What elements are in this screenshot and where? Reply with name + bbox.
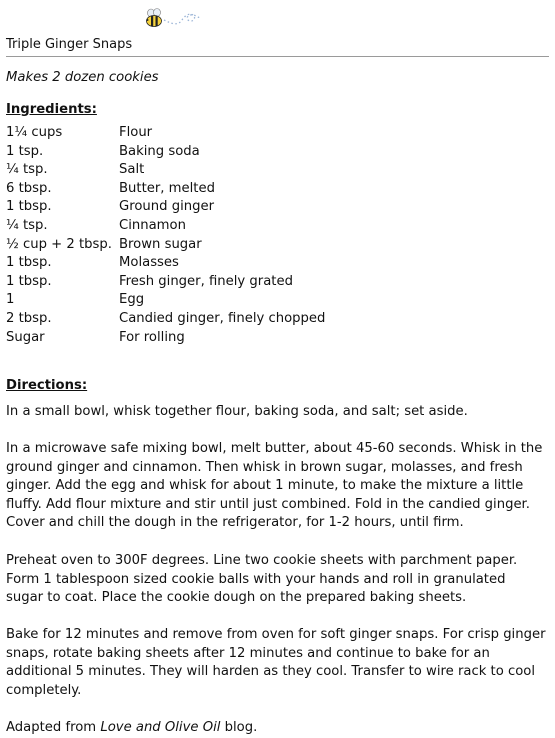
ingredient-name: Salt (119, 162, 145, 178)
ingredient-row (6, 310, 549, 329)
ingredient-quantity: ¼ tsp. (6, 217, 48, 233)
direction-step: In a microwave safe mixing bowl, melt butter, about 45-60 seconds. Whisk in the ground ginger and cinnamon. Then whisk in brown sugar, molasses, and fresh ginger. Add the egg and whisk for about 1 minute, to make the mixture a little fluffy. Add flour mixture and stir until just combined. Fold in the candied ginger. Cover and chill the dough in the refrigerator, for 1-2 hours, until firm. (6, 441, 543, 531)
recipe-header (6, 0, 549, 56)
ingredient-quantity: 1 tsp. (6, 143, 44, 159)
ingredient-name: Fresh ginger, finely grated (119, 273, 293, 289)
ingredient-row (6, 198, 549, 217)
ingredient-row (6, 236, 549, 255)
ingredient-quantity: ¼ tsp. (6, 162, 48, 178)
recipe-page (6, 0, 549, 735)
ingredient-row (6, 161, 549, 180)
ingredient-name: Ground ginger (119, 199, 214, 215)
direction-step: Preheat oven to 300F degrees. Line two cookie sheets with parchment paper. Form 1 tablespoon sized cookie balls with your hands and roll in granulated sugar to coat. Place the cookie dough on the prepared baking sheets. (6, 553, 518, 606)
ingredient-row (6, 180, 549, 199)
direction-step: Bake for 12 minutes and remove from oven for soft ginger snaps. For crisp ginger snaps, rotate baking sheets after 12 minutes and continue to bake for an additional 5 minutes. They will harden as they cool. Transfer to wire rack to cool completely. (6, 627, 546, 698)
ingredient-row (6, 217, 549, 236)
ingredient-quantity: 6 tbsp. (6, 180, 52, 196)
ingredient-name: Baking soda (119, 143, 200, 159)
bee-icon (142, 6, 202, 32)
ingredient-name: Cinnamon (119, 217, 186, 233)
ingredient-name: Molasses (119, 255, 179, 271)
direction-step: In a small bowl, whisk together flour, baking soda, and salt; set aside. (6, 404, 468, 419)
recipe-title: Triple Ginger Snaps (6, 37, 133, 52)
ingredient-name: Butter, melted (119, 180, 215, 196)
ingredient-quantity: 1¼ cups (6, 125, 63, 140)
ingredient-quantity: 2 tbsp. (6, 310, 52, 326)
ingredient-row (6, 124, 549, 143)
ingredient-row (6, 329, 549, 348)
ingredient-quantity: Sugar (6, 329, 45, 345)
ingredient-quantity: 1 tbsp. (6, 199, 52, 215)
directions-heading: Directions: (6, 378, 88, 393)
source-prefix: Adapted from (6, 720, 101, 735)
ingredient-quantity: ½ cup + 2 tbsp. (6, 236, 112, 252)
ingredient-name: Flour (119, 125, 153, 140)
ingredient-name: For rolling (119, 329, 185, 345)
ingredient-quantity: 1 tbsp. (6, 255, 52, 271)
ingredient-row (6, 291, 549, 310)
ingredients-heading: Ingredients: (6, 102, 97, 117)
ingredient-name: Brown sugar (119, 236, 202, 252)
source-suffix: blog. (220, 720, 258, 735)
ingredient-row (6, 254, 549, 273)
ingredient-quantity: 1 tbsp. (6, 273, 52, 289)
recipe-yield: Makes 2 dozen cookies (6, 70, 159, 85)
ingredient-row (6, 273, 549, 292)
ingredient-name: Egg (119, 292, 145, 308)
title-divider (6, 56, 549, 57)
ingredient-quantity: 1 (6, 292, 15, 308)
ingredient-row (6, 143, 549, 162)
ingredients-list (6, 124, 549, 347)
source-name: Love and Olive Oil (100, 720, 221, 735)
ingredient-name: Candied ginger, finely chopped (119, 310, 326, 326)
recipe-source (6, 719, 546, 738)
